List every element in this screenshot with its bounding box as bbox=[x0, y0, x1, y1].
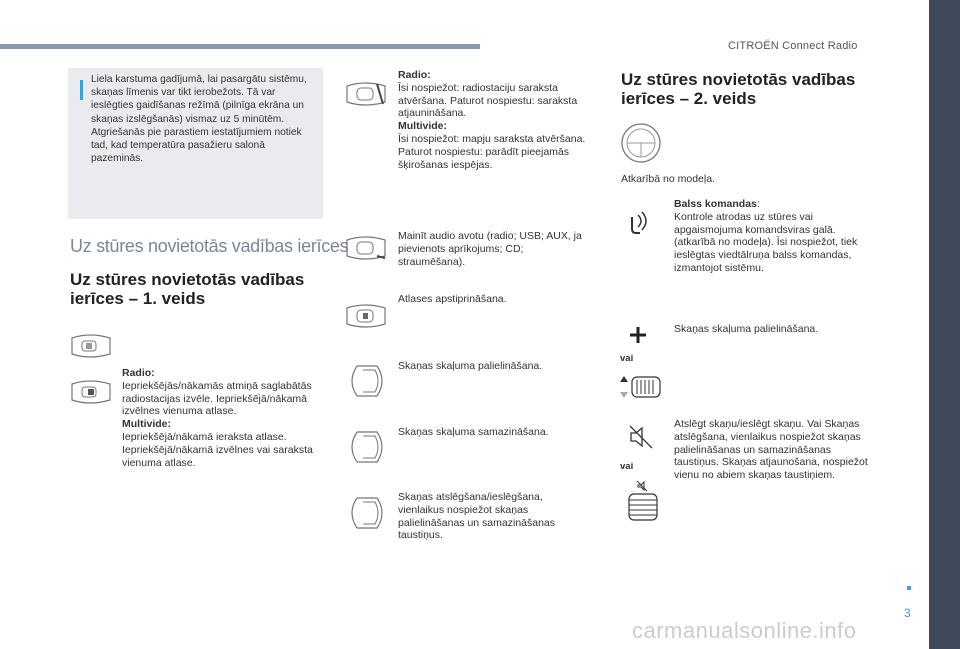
wheel-rocker-icon bbox=[68, 378, 114, 406]
wheel-thumbwheel-icon bbox=[68, 332, 114, 360]
wheel-button-icon bbox=[343, 80, 389, 108]
confirm-button-icon bbox=[343, 302, 389, 330]
volume-down-wheel-icon bbox=[343, 430, 387, 464]
page-marker bbox=[907, 586, 911, 590]
type1-radio-text: Iepriekšējās/nākamās atmiņā saglabātās radiostacijas izvēle. Iepriekšējā/nākamā izvēlnes vienuma atlase. bbox=[122, 379, 312, 418]
volume-up-desc: Skaņas skaļuma palielināšana. bbox=[398, 360, 543, 372]
type1-multivide-label: Multivide: bbox=[122, 418, 171, 431]
mute-desc: Skaņas atslēgšana/ieslēgšana, vienlaikus nospiežot skaņas palielināšanas un samazināšanas taustiņus. bbox=[398, 491, 556, 542]
or-label-2: vai bbox=[620, 461, 634, 472]
volume-down-desc: Skaņas skaļuma samazināšana. bbox=[398, 426, 549, 438]
confirm-desc: Atlases apstiprināšana. bbox=[398, 293, 507, 305]
heading-type1: Uz stūres novietotās vadības ierīces – 1. veids bbox=[70, 270, 305, 308]
side-tab bbox=[929, 0, 960, 649]
type1-radio-desc bbox=[122, 367, 322, 469]
voice-text: Kontrole atrodas uz stūres vai apgaismojuma komandsviras galā. (atkarībā no modeļa). Īsi nospiežot, tiek ieslēgtas viedtālruņa balss komandas, izmantojot sistēmu. bbox=[674, 210, 858, 274]
source-desc: Mainīt audio avotu (radio; USB; AUX, ja pievienots aprīkojums; CD; straumēšana). bbox=[398, 230, 582, 268]
multivide-list-text: Īsi nospiežot: mapju saraksta atvēršana. Paturot nospiestu: parādīt pieejamās šķirošanas iespējas. bbox=[398, 132, 586, 171]
source-button-icon bbox=[343, 234, 389, 262]
multivide-list-label: Multivide: bbox=[398, 120, 447, 133]
radio-list-label: Radio: bbox=[398, 69, 431, 81]
or-label-1: vai bbox=[620, 353, 634, 364]
watermark: carmanualsonline.info bbox=[632, 618, 857, 643]
steering-wheel-icon bbox=[620, 122, 662, 164]
page-number: 3 bbox=[904, 606, 911, 620]
type1-multivide-text: Iepriekšējā/nākamā ieraksta atlase. Iepriekšējā/nākamā izvēlnes vai saraksta vienuma atlase. bbox=[122, 430, 313, 469]
volume-up-wheel-icon bbox=[343, 364, 387, 398]
info-note-text: Liela karstuma gadījumā, lai pasargātu sistēmu, skaņas līmenis var tikt ierobežots. Tā var ieslēgties gaidīšanas režīmā (pilnīga ekrāna un skaņas izslēgšanās) vismaz uz 5 minūtēm. Atgriešanās pie parastiem iestatījumiem notiek tad, kad temperatūra pasažieru salonā pazeminās. bbox=[91, 74, 307, 165]
mute2-desc: Atslēgt skaņu/ieslēgt skaņu. Vai Skaņas atslēgšana, vienlaikus nospiežot skaņas palielināšanas un samazināšanas taustiņus. Skaņas atjaunošana, nospiežot vienu no abiem skaņas taustiņiem. bbox=[674, 418, 868, 482]
brand-title: CITROËN Connect Radio bbox=[728, 40, 858, 52]
mute-wheel-icon bbox=[343, 496, 387, 530]
info-icon bbox=[80, 80, 83, 100]
heading-type2: Uz stūres novietotās vadības ierīces – 2. veids bbox=[621, 70, 856, 108]
vol-up-desc: Skaņas skaļuma palielināšana. bbox=[674, 323, 819, 335]
type2-intro: Atkarībā no modeļa. bbox=[621, 173, 715, 185]
type1-radio-list-desc bbox=[398, 69, 588, 171]
radio-list-text: Īsi nospiežot: radiostaciju saraksta atvēršana. Paturot nospiestu: saraksta atjaunināšana. bbox=[398, 81, 578, 120]
volume-scroll-icon bbox=[618, 374, 662, 400]
type1-radio-label: Radio: bbox=[122, 367, 155, 379]
header-rule bbox=[0, 44, 480, 49]
mute-speaker-icon bbox=[628, 424, 654, 450]
voice-desc: Balss komandas: Kontrole atrodas uz stūres vai apgaismojuma komandsviras galā. (atkarībā no modeļa). Īsi nospiežot, tiek ieslēgtas viedtālruņa balss komandas, izmantojot sistēmu. bbox=[674, 198, 874, 275]
voice-label: Balss komandas bbox=[674, 198, 757, 210]
plus-icon bbox=[629, 326, 647, 344]
section-title: Uz stūres novietotās vadības ierīces bbox=[70, 236, 349, 256]
mute-scroll-icon bbox=[628, 480, 658, 522]
voice-command-icon bbox=[622, 207, 652, 237]
